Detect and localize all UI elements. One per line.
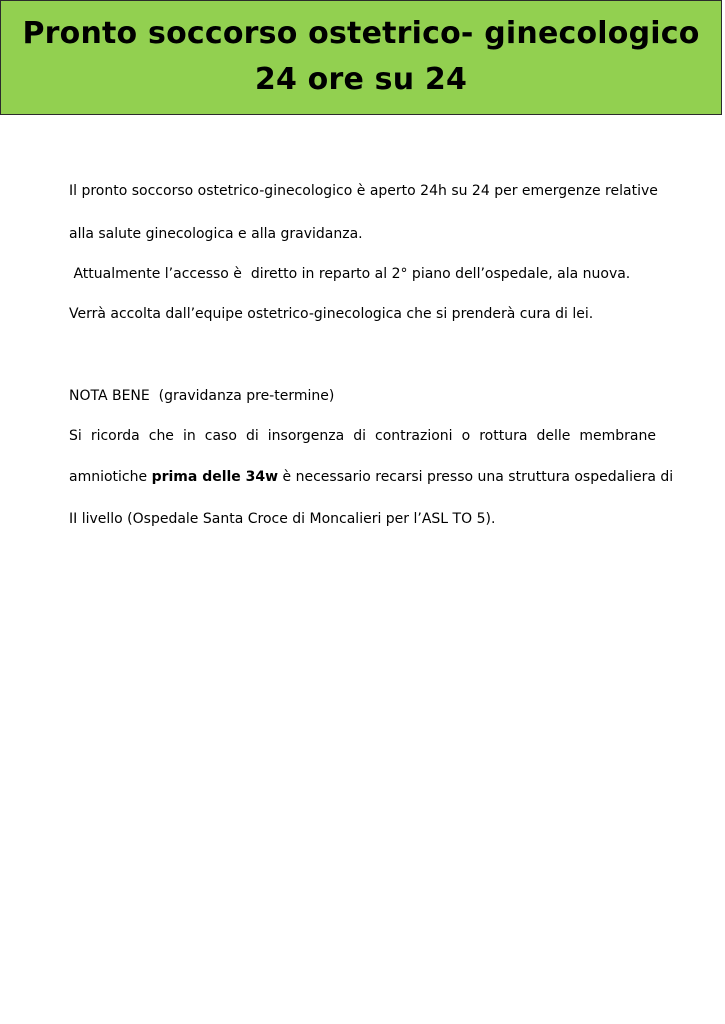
nota-bene-heading: NOTA BENE (gravidanza pre-termine): [69, 388, 335, 404]
intro-paragraph-line-1: Il pronto soccorso ostetrico-ginecologico è aperto 24h su 24 per emergenze relative: [69, 183, 658, 199]
intro-paragraph-line-2: alla salute ginecologica e alla gravidanza.: [69, 226, 363, 242]
care-paragraph: Verrà accolta dall’equipe ostetrico-ginecologica che si prenderà cura di lei.: [69, 306, 594, 322]
page-title-line-2: 24 ore su 24: [254, 62, 468, 97]
deadline-highlight: prima delle 34w: [151, 469, 279, 485]
nota-paragraph-line-3: II livello (Ospedale Santa Croce di Moncalieri per l’ASL TO 5).: [69, 511, 496, 527]
page-title-line-1: Pronto soccorso ostetrico- ginecologico: [22, 16, 700, 51]
nota-paragraph-line-2: [69, 468, 674, 486]
nota-line2-end: è necessario recarsi presso una struttura ospedaliera di: [278, 469, 674, 485]
nota-paragraph-line-1: Si ricorda che in caso di insorgenza di contrazioni o rottura delle membrane: [69, 428, 656, 444]
nota-line2-start: amniotiche: [69, 469, 152, 485]
access-paragraph: Attualmente l’accesso è diretto in reparto al 2° piano dell’ospedale, ala nuova.: [69, 266, 631, 282]
title-banner: [0, 0, 722, 115]
